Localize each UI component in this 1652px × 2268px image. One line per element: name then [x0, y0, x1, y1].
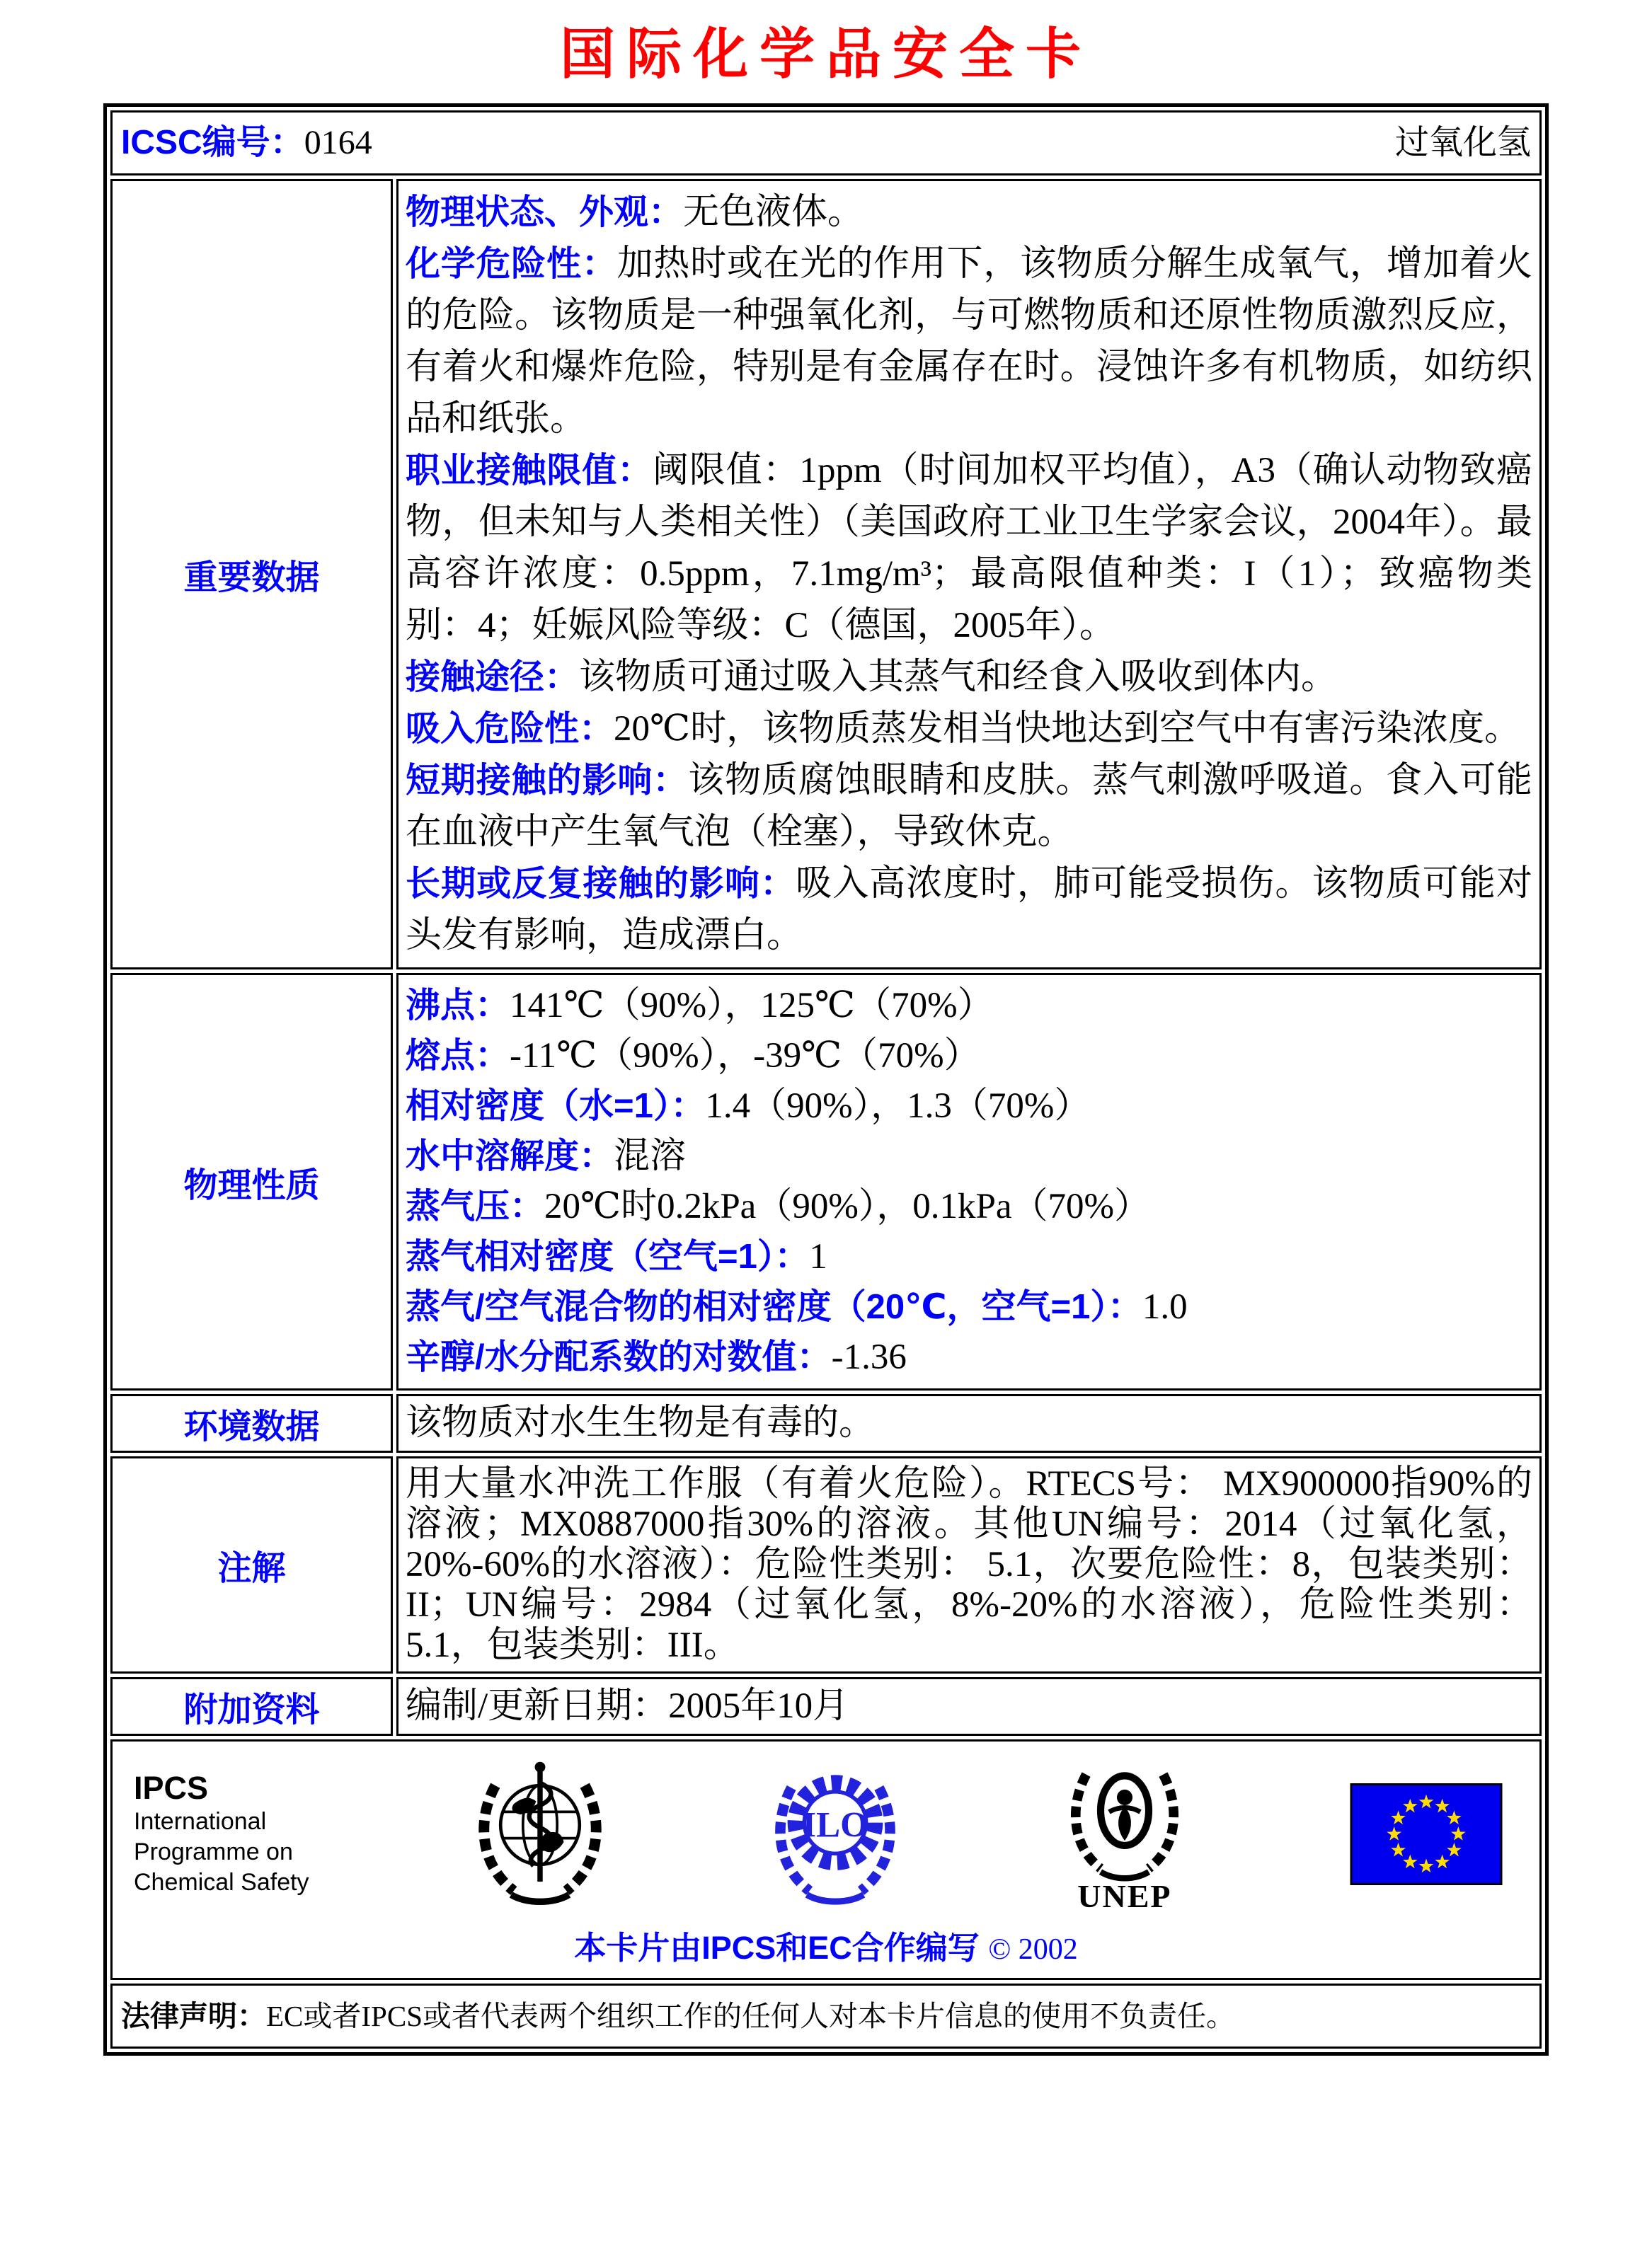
icsc-number-value: 0164	[304, 124, 372, 161]
important-data-row-label: 重要数据	[110, 179, 393, 969]
field-physical-state: 物理状态、外观：无色液体。	[406, 192, 864, 232]
icsc-table	[107, 107, 1545, 2052]
ipcs-text-block: IPCS International Programme on Chemical Safety	[134, 1770, 309, 1896]
logos-row	[110, 1739, 1542, 1980]
additional-info-content: 编制/更新日期：2005年10月	[396, 1677, 1542, 1736]
field-octanol-water: 辛醇/水分配系数的对数值：-1.36	[406, 1337, 907, 1377]
logos-cell	[110, 1739, 1542, 1980]
header-row	[110, 110, 1542, 175]
important-data-content	[396, 179, 1542, 969]
credit-text: 本卡片由IPCS和EC合作编写	[574, 1930, 980, 1966]
physical-properties-content	[396, 973, 1542, 1391]
unep-label: UNEP	[1077, 1878, 1172, 1914]
field-vapor-pressure: 蒸气压：20℃时0.2kPa（90%），0.1kPa（70%）	[406, 1187, 1151, 1226]
environment-data-row	[110, 1394, 1542, 1453]
field-inhalation-risk: 吸入危险性：20℃时，该物质蒸发相当快地达到空气中有害污染浓度。	[406, 709, 1521, 749]
field-vapor-density: 蒸气相对密度（空气=1）：1	[406, 1237, 827, 1277]
field-water-solubility: 水中溶解度：混溶	[406, 1136, 687, 1176]
field-exposure-routes: 接触途径：该物质可通过吸入其蒸气和经食入吸收到体内。	[406, 657, 1338, 697]
field-melting-point: 熔点：-11℃（90%），-39℃（70%）	[406, 1036, 980, 1076]
field-boiling-point: 沸点：141℃（90%），125℃（70%）	[406, 986, 994, 1025]
unep-logo-block	[1065, 1753, 1185, 1915]
legal-label: 法律声明：	[121, 2000, 266, 2032]
icsc-card	[103, 103, 1549, 2056]
legal-text: EC或者IPCS或者代表两个组织工作的任何人对本卡片信息的使用不负责任。	[266, 2000, 1235, 2032]
environment-data-row-label: 环境数据	[110, 1394, 393, 1453]
physical-properties-row-label: 物理性质	[110, 973, 393, 1391]
eu-flag-icon	[1350, 1783, 1503, 1885]
legal-cell	[110, 1984, 1542, 2049]
credit-line	[124, 1922, 1528, 1968]
who-logo-icon	[474, 1756, 606, 1912]
legal-row	[110, 1984, 1542, 2049]
unep-logo-icon	[1065, 1753, 1185, 1882]
copyright-text: © 2002	[988, 1933, 1078, 1966]
icsc-document	[0, 10, 1652, 2056]
important-data-row	[110, 179, 1542, 969]
ilo-logo-icon	[771, 1759, 900, 1909]
svg-text:ILO: ILO	[802, 1805, 868, 1846]
chemical-name: 过氧化氢	[1394, 124, 1531, 161]
additional-info-row	[110, 1677, 1542, 1736]
ipcs-acronym: IPCS	[134, 1770, 209, 1806]
page-title: 国际化学品安全卡	[559, 22, 1092, 86]
notes-row	[110, 1456, 1542, 1674]
notes-row-label: 注解	[110, 1456, 393, 1674]
environment-data-content: 该物质对水生生物是有毒的。	[396, 1394, 1542, 1453]
field-vapor-air-density: 蒸气/空气混合物的相对密度（20℃，空气=1）：1.0	[406, 1287, 1188, 1327]
field-relative-density: 相对密度（水=1）：1.4（90%），1.3（70%）	[406, 1086, 1091, 1126]
field-chemical-danger: 化学危险性：加热时或在光的作用下，该物质分解生成氧气，增加着火的危险。该物质是一种强氧化剂，与可燃物质和还原性物质激烈反应，有着火和爆炸危险，特别是有金属存在时。浸蚀许多有机物质，如纺织品和纸张。	[406, 244, 1532, 439]
icsc-number-label: ICSC编号：	[121, 124, 304, 161]
additional-info-row-label: 附加资料	[110, 1677, 393, 1736]
icsc-number-group	[121, 121, 372, 165]
field-long-term-effects: 长期或反复接触的影响：吸入高浓度时，肺可能受损伤。该物质可能对头发有影响，造成漂白。	[406, 864, 1532, 955]
field-short-term-effects: 短期接触的影响：该物质腐蚀眼睛和皮肤。蒸气刺激呼吸道。食入可能在血液中产生氧气泡（栓塞），导致休克。	[406, 761, 1532, 852]
physical-properties-row	[110, 973, 1542, 1391]
notes-content: 用大量水冲洗工作服（有着火危险）。RTECS号： MX900000指90%的溶液；MX0887000指30%的溶液。其他UN编号：2014（过氧化氢，20%-60%的水溶液）：危险性类别： 5.1，次要危险性：8，包装类别： II；UN编号：2984（过氧化氢，8%-20%的水溶液），危险性类别： 5.1，包装类别：III。	[396, 1456, 1542, 1674]
header-cell	[110, 110, 1542, 175]
field-occupational-limits: 职业接触限值：阈限值：1ppm（时间加权平均值），A3（确认动物致癌物，但未知与人类相关性）（美国政府工业卫生学家会议，2004年）。最高容许浓度：0.5ppm，7.1mg/m³；最高限值种类：I（1）；致癌物类别：4；妊娠风险等级：C（德国，2005年）。	[406, 451, 1532, 645]
